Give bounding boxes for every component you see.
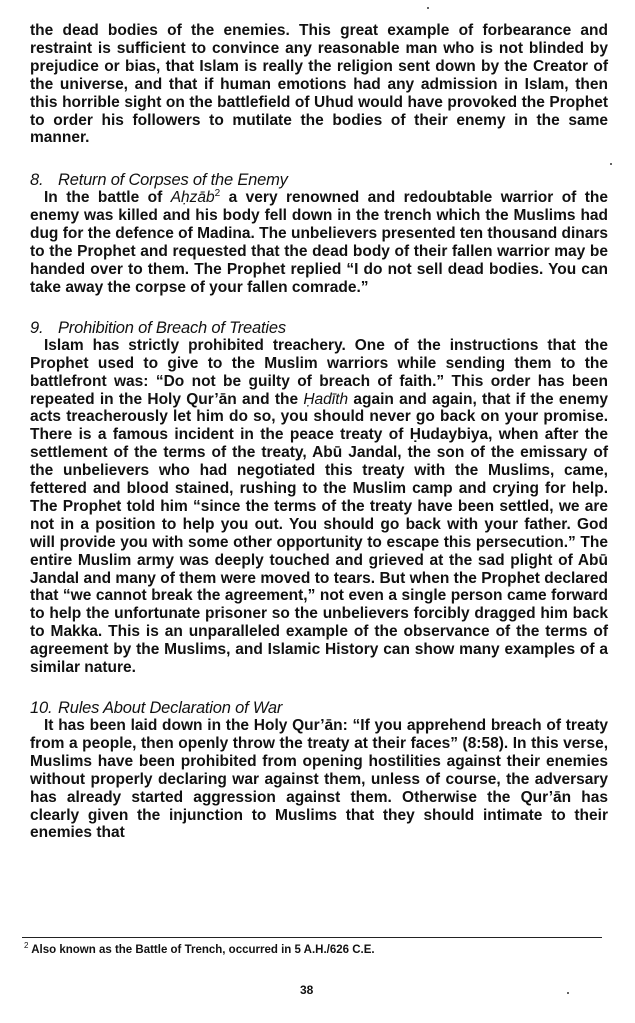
footnote-text: Also known as the Battle of Trench, occurred in 5 A.H./626 C.E. [31,944,375,956]
section-title: Rules About Declaration of War [58,699,283,717]
scan-speck [427,7,429,9]
section-title: Return of Corpses of the Enemy [58,171,288,190]
section-body-8: In the battle of Aḥzāb$^2$ a very renowned and redoubtable warrior of the enemy was killed and his body fell down in the trench which the Muslims had dug for the defence of Madina. The unbelievers presented ten thousand dinars to the Prophet and requested that the dead body of their fallen warrior may be handed over to them. The Prophet replied “I do not sell dead bodies. You can take away the corpse of your fallen comrade.” [30,188,608,296]
footnote-marker: 2 [24,941,29,951]
scan-speck [610,163,612,165]
footnote [24,941,375,956]
footnote-divider [22,937,602,938]
scan-speck [567,992,569,994]
page-number: 38 [300,983,314,997]
section-heading-9 [30,319,608,337]
section-heading-10 [30,699,608,717]
section-number: 8. [30,171,44,190]
section-body-9: Islam has strictly prohibited treachery. One of the instructions that the Prophet used to give to the Muslim warriors while sending them to the battlefront was: “Do not be guilty of breach of faith.” This order has been repeated in the Holy Qur’ān and the Ḥadīth again and again, that if the enemy acts treacherously let him do so, you should never go back on your promise. There is a famous incident in the peace treaty of Ḥudaybiya, when after the settlement of the terms of the treaty, Abū Jandal, the son of the emissary of the unbelievers who had negotiated this treaty with the Muslims, came, fettered and blood stained, rushing to the Muslim camp and crying for help. The Prophet told him “since the terms of the treaty have been settled, we are not in a position to help you out. You should go back with your father. God will provide you with some other opportunity to escape this persecution.” The entire Muslim army was deeply touched and grieved at the sad plight of Abū Jandal and many of them were moved to tears. But when the Prophet declared that “we cannot break the agreement,” not even a single person came forward to help the unfortunate prisoner so the unbelievers forcibly dragged him back to Makka. This is an unparalleled example of the observance of the terms of agreement by the Muslims, and Islamic History can show many examples of a similar nature. [30,336,609,677]
footnote-reference[interactable]: 2 [214,188,221,200]
section-body-10: It has been laid down in the Holy Qur’ān: “If you apprehend breach of treaty from a people, then openly throw the treaty at their faces” (8:58). In this verse, Muslims have been prohibited from opening hostilities against their enemies without properly declaring war against them, unless of course, the adversary has already started aggression against them. Otherwise the Qur’ān has clearly given the injunction to Muslims that they should intimate to their enemies that [30,717,608,842]
paragraph-continuation: the dead bodies of the enemies. This great example of forbearance and restraint is sufficient to convince any reasonable man who is not blinded by prejudice or bias, that Islam is really the religion sent down by the Creator of the universe, and that if human emotions had any admission in Islam, then this horrible sight on the battlefield of Uhud would have provoked the Prophet to order his followers to mutilate the bodies of their enemy in the same manner. [30,22,608,147]
section-number: 9. [30,318,44,337]
section-heading-8 [30,171,608,189]
term-ahzab: Aḥzāb [170,189,215,207]
term-hadith: Ḥadīth [303,390,349,408]
section-number: 10. [30,699,53,717]
section-title: Prohibition of Breach of Treaties [58,318,286,337]
book-page [30,22,608,842]
